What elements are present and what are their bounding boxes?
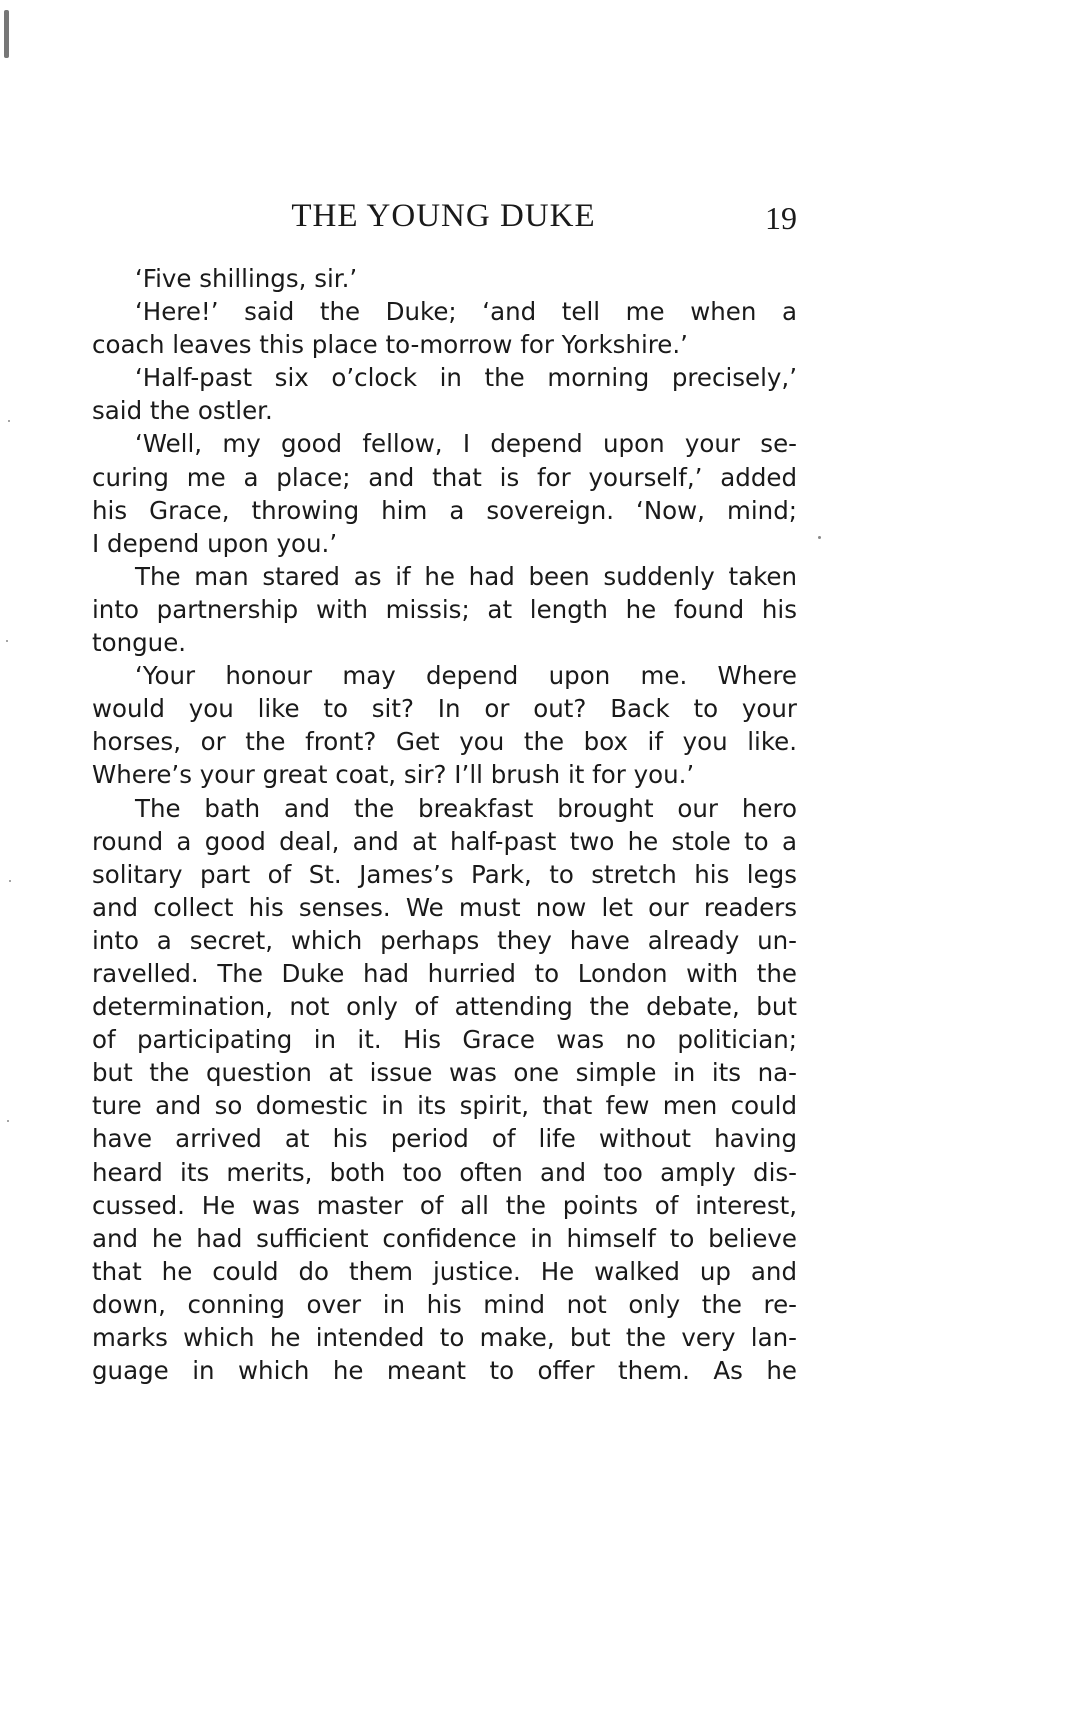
text-line: his Grace, throwing him a sovereign. ‘Now, mind; xyxy=(92,495,797,525)
text-line: ‘Your honour may depend upon me. Where xyxy=(135,661,797,691)
text-line: ‘Five shillings, sir.’ xyxy=(135,264,358,293)
page-number: 19 xyxy=(765,200,797,236)
text-line: Where’s your great coat, sir? I’ll brush it for you.’ xyxy=(92,760,695,790)
text-line: and he had sufficient confidence in himself to believe xyxy=(92,1223,797,1253)
text-line: The man stared as if he had been suddenly taken xyxy=(135,561,797,591)
text-line: horses, or the front? Get you the box if you like. xyxy=(92,727,797,757)
page-header xyxy=(90,198,797,242)
text-line: ‘Half-past six o’clock in the morning precisely,’ xyxy=(135,363,797,393)
text-line: solitary part of St. James’s Park, to stretch his legs xyxy=(92,859,797,889)
text-line: into a secret, which perhaps they have already un- xyxy=(92,925,797,955)
text-line: ravelled. The Duke had hurried to London with the xyxy=(92,958,797,988)
scan-speck xyxy=(8,420,10,422)
text-line: into partnership with missis; at length he found his xyxy=(92,594,797,624)
text-line: and collect his senses. We must now let our readers xyxy=(92,892,797,922)
text-line: determination, not only of attending the debate, but xyxy=(92,992,797,1022)
text-line: ‘Here!’ said the Duke; ‘and tell me when a xyxy=(135,297,797,327)
text-line: down, conning over in his mind not only the re- xyxy=(92,1289,797,1319)
text-line: The bath and the breakfast brought our hero xyxy=(135,793,797,823)
body-text xyxy=(92,262,797,1387)
scan-speck xyxy=(9,880,11,882)
text-line: ture and so domestic in its spirit, that few men could xyxy=(92,1091,797,1121)
text-line: would you like to sit? In or out? Back to your xyxy=(92,694,797,724)
scan-speck xyxy=(818,536,821,539)
text-line: round a good deal, and at half-past two he stole to a xyxy=(92,826,797,856)
text-line: ‘Well, my good fellow, I depend upon your se- xyxy=(135,429,797,459)
text-line: guage in which he meant to offer them. As he xyxy=(92,1356,797,1386)
text-line: curing me a place; and that is for yourself,’ added xyxy=(92,462,797,492)
text-line: have arrived at his period of life without having xyxy=(92,1124,797,1154)
scan-speck xyxy=(6,640,8,642)
text-line: marks which he intended to make, but the very lan- xyxy=(92,1323,797,1352)
text-line: coach leaves this place to-morrow for Yorkshire.’ xyxy=(92,330,688,360)
text-line: of participating in it. His Grace was no politician; xyxy=(92,1025,797,1055)
text-line: said the ostler. xyxy=(92,396,273,426)
text-line: but the question at issue was one simple in its na- xyxy=(92,1058,797,1088)
scan-speck xyxy=(7,1120,9,1122)
running-title: THE YOUNG DUKE xyxy=(291,198,596,234)
text-line: tongue. xyxy=(92,628,187,658)
text-line: that he could do them justice. He walked up and xyxy=(92,1256,797,1286)
text-line: heard its merits, both too often and too amply dis- xyxy=(92,1157,797,1187)
text-line: cussed. He was master of all the points of interest, xyxy=(92,1190,797,1220)
scan-speck xyxy=(4,10,9,58)
text-line: I depend upon you.’ xyxy=(92,528,338,558)
